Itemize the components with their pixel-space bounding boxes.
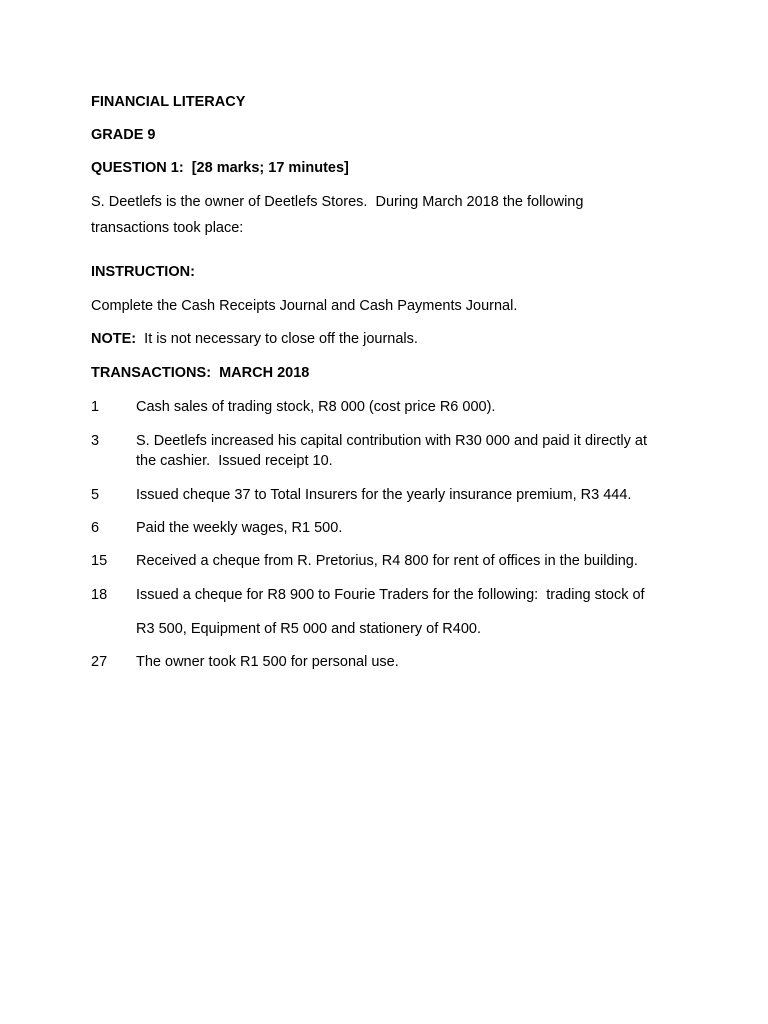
- transaction-text-continued: R3 500, Equipment of R5 000 and stationery of R400.: [136, 621, 481, 637]
- grade-heading: GRADE 9: [91, 127, 156, 143]
- note-label: NOTE:: [91, 331, 137, 347]
- transaction-day: 1: [91, 399, 100, 415]
- question-heading: QUESTION 1: [28 marks; 17 minutes]: [91, 160, 349, 176]
- transaction-day: 6: [91, 520, 100, 536]
- transaction-day: 15: [91, 553, 108, 569]
- intro-line-1: S. Deetlefs is the owner of Deetlefs Stores. During March 2018 the following: [91, 194, 584, 210]
- instruction-text: Complete the Cash Receipts Journal and Cash Payments Journal.: [91, 298, 518, 314]
- transaction-text: Paid the weekly wages, R1 500.: [136, 520, 343, 536]
- transaction-text: Received a cheque from R. Pretorius, R4 800 for rent of offices in the building.: [136, 553, 638, 569]
- transaction-text: Issued cheque 37 to Total Insurers for the yearly insurance premium, R3 444.: [136, 487, 632, 503]
- transaction-text-continued: the cashier. Issued receipt 10.: [136, 453, 333, 469]
- subject-heading: FINANCIAL LITERACY: [91, 94, 246, 110]
- transaction-day: 3: [91, 433, 100, 449]
- instruction-heading: INSTRUCTION:: [91, 264, 195, 280]
- transactions-heading: TRANSACTIONS: MARCH 2018: [91, 365, 310, 381]
- transaction-text: S. Deetlefs increased his capital contribution with R30 000 and paid it directly at: [136, 433, 648, 449]
- transaction-day: 27: [91, 654, 108, 670]
- transaction-text: Issued a cheque for R8 900 to Fourie Traders for the following: trading stock of: [136, 587, 645, 603]
- intro-line-2: transactions took place:: [91, 220, 244, 236]
- note-text: It is not necessary to close off the journals.: [144, 331, 418, 347]
- transaction-day: 18: [91, 587, 108, 603]
- transaction-day: 5: [91, 487, 100, 503]
- transaction-text: Cash sales of trading stock, R8 000 (cost price R6 000).: [136, 399, 496, 415]
- transaction-text: The owner took R1 500 for personal use.: [136, 654, 399, 670]
- note-line: [91, 330, 418, 348]
